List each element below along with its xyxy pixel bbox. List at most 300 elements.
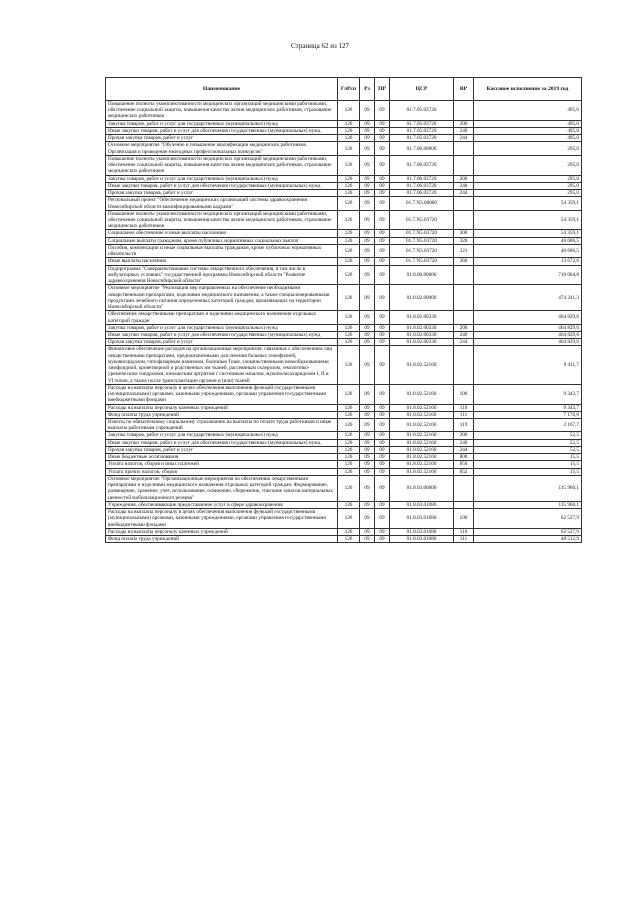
cell-glrsp: 126 [338,331,360,338]
header-cash-execution: Кассовое исполнение за 2019 год [474,78,582,101]
cell-vr: 100 [454,384,474,404]
cell-name: Социальные выплаты гражданам, кроме публичных нормативных социальных выплат [106,237,338,244]
cell-pr: 09 [375,346,390,384]
cell-vr [454,210,474,230]
cell-amount: 15,5 [474,461,582,468]
cell-pr: 09 [375,265,390,285]
cell-vr: 111 [454,536,474,543]
cell-vr [454,501,474,508]
cell-csr: 01.8.02.52160 [390,454,454,461]
cell-glrsp: 126 [338,127,360,134]
table-row [106,331,582,338]
cell-rz: 09 [360,432,375,439]
cell-pr: 09 [375,509,390,529]
table-row [106,120,582,127]
table-row [106,135,582,142]
cell-glrsp: 126 [338,446,360,453]
cell-name: Подпрограмма "Совершенствование системы лекарственного обеспечения, в том числе в амбулаторных условиях" государственной программы Новосибирской области "Развитие здравоохранения Новосибирской области" [106,265,338,285]
cell-name: Региональный проект "Обеспечение медицинских организаций системы здравоохранения Новосибирской области квалифицированными кадрами" [106,197,338,210]
cell-rz: 09 [360,461,375,468]
cell-csr: 01.7.05.03720 [390,101,454,121]
cell-glrsp: 126 [338,411,360,418]
cell-pr: 09 [375,331,390,338]
cell-rz: 09 [360,190,375,197]
cell-pr: 09 [375,528,390,535]
cell-rz: 09 [360,101,375,121]
cell-pr: 09 [375,446,390,453]
cell-amount: 295,0 [474,175,582,182]
cell-name: Повышение полноты укомплектованности медицинских организаций медицинскими работниками, обеспечение социальной защиты, повышения качества жизни медицинских работников, страхование медицинских работников [106,101,338,121]
cell-name: Расходы на выплаты персоналу казенных учреждений [106,528,338,535]
cell-amount: 464 829,6 [474,331,582,338]
cell-glrsp: 126 [338,419,360,432]
cell-rz: 09 [360,384,375,404]
cell-csr: 01.7.06.03720 [390,175,454,182]
table-row [106,210,582,230]
cell-vr: 360 [454,258,474,265]
cell-name: Основное мероприятие "Организационные мероприятия по обеспечению лекарственными препаратами и изделиями медицинского назначения отдельных категорий граждан. Формирование, размещение, хранение, учет, использование, освежение, сбережение, списание запасов материальных ценностей мобилизационного резерва" [106,475,338,501]
cell-rz: 09 [360,339,375,346]
table-row [106,237,582,244]
cell-name: Иные закупки товаров, работ и услуг для обеспечения государственных (муниципальных) нужд [106,439,338,446]
cell-rz: 09 [360,175,375,182]
cell-amount: 115 960,1 [474,475,582,501]
cell-rz: 09 [360,419,375,432]
cell-name: Социальное обеспечение и иные выплаты населению [106,230,338,237]
cell-vr [454,197,474,210]
cell-vr: 100 [454,509,474,529]
cell-amount: 7 176,0 [474,411,582,418]
cell-rz: 09 [360,237,375,244]
cell-csr: 01.8.00.00000 [390,265,454,285]
cell-csr: 01.8.02.52160 [390,346,454,384]
cell-name: Повышение полноты укомплектованности медицинских организаций медицинскими работниками, обеспечение социальной защиты, повышения качества жизни медицинских работников, страхование медицинских работников [106,210,338,230]
cell-csr: 01.8.02.00000 [390,285,454,311]
cell-amount: 115 960,1 [474,501,582,508]
cell-vr: 200 [454,432,474,439]
cell-vr: 111 [454,411,474,418]
header-csr: ЦСР [390,78,454,101]
cell-amount: 710 064,8 [474,265,582,285]
cell-vr: 110 [454,528,474,535]
table-row [106,197,582,210]
cell-pr: 09 [375,536,390,543]
table-row [106,411,582,418]
header-pr: ПР [375,78,390,101]
table-row [106,536,582,543]
cell-vr: 852 [454,468,474,475]
cell-rz: 09 [360,475,375,501]
cell-vr [454,265,474,285]
cell-name: Взносы по обязательному социальному страхованию на выплаты по оплате труда работников и иные выплаты работникам учреждений [106,419,338,432]
cell-csr: 01.8.02.00330 [390,339,454,346]
cell-rz: 09 [360,258,375,265]
cell-glrsp: 126 [338,509,360,529]
cell-vr: 110 [454,404,474,411]
table-row [106,244,582,257]
cell-name: Расходы на выплаты персоналу в целях обеспечения выполнения функций государственными (муниципальными) органами, казенными учреждениями, органами управления государственными внебюджетными фондами [106,509,338,529]
cell-name: Иные закупки товаров, работ и услуг для обеспечения государственных (муниципальных) нужд [106,127,338,134]
cell-amount: 40 686,5 [474,244,582,257]
cell-glrsp: 126 [338,265,360,285]
cell-pr: 09 [375,127,390,134]
table-row [106,265,582,285]
cell-csr: 01.8.02.52160 [390,419,454,432]
cell-amount: 295,0 [474,190,582,197]
cell-vr: 200 [454,324,474,331]
table-row [106,446,582,453]
cell-rz: 09 [360,197,375,210]
cell-rz: 09 [360,210,375,230]
cell-pr: 09 [375,501,390,508]
cell-amount: 15,5 [474,454,582,461]
cell-name: Обеспечение лекарственными препаратами и изделиями медицинского назначения отдельных категорий граждан [106,311,338,324]
table-row [106,475,582,501]
cell-amount: 54 359,1 [474,210,582,230]
header-name: Наименование [106,78,338,101]
cell-amount: 464 829,6 [474,311,582,324]
cell-pr: 09 [375,339,390,346]
cell-amount: 52,5 [474,446,582,453]
cell-glrsp: 126 [338,468,360,475]
header-vr: ВР [454,78,474,101]
cell-csr: 01.7.06.03720 [390,190,454,197]
cell-name: Финансовое обеспечение расходов на организационные мероприятия, связанные с обеспечением лиц лекарственными препаратами, предназначенными для лечения больных гемофилией, муковисцидозом, гипофизарным нанизмом, болезнью Гоше, злокачественными новообразованиями лимфоидной, кроветворной и родственных им тканей, рассеянным склерозом, гемолитико-уремическим синдромом, юношеским артритом с системным началом, мукополисахаридозом I, II и VI типов, а также после трансплантации органов и (или) тканей [106,346,338,384]
cell-name: Иные бюджетные ассигнования [106,454,338,461]
table-row [106,230,582,237]
cell-vr: 244 [454,190,474,197]
cell-rz: 09 [360,411,375,418]
cell-pr: 09 [375,475,390,501]
cell-glrsp: 126 [338,258,360,265]
cell-pr: 09 [375,439,390,446]
table-row [106,404,582,411]
cell-vr [454,475,474,501]
cell-name: Иные закупки товаров, работ и услуг для обеспечения государственных (муниципальных) нужд [106,331,338,338]
cell-csr: 01.8.02.52160 [390,461,454,468]
cell-csr: 01.7.05.03720 [390,127,454,134]
cell-pr: 09 [375,404,390,411]
cell-vr: 240 [454,182,474,189]
cell-vr: 850 [454,461,474,468]
table-row [106,346,582,384]
table-row [106,182,582,189]
cell-glrsp: 126 [338,528,360,535]
cell-vr [454,142,474,155]
table-row [106,509,582,529]
cell-csr: 01.7.N5.03720 [390,237,454,244]
cell-name: Прочая закупка товаров, работ и услуг [106,339,338,346]
cell-pr: 09 [375,324,390,331]
cell-glrsp: 126 [338,120,360,127]
cell-csr: 01.7.05.03720 [390,120,454,127]
cell-glrsp: 126 [338,190,360,197]
cell-vr: 200 [454,120,474,127]
cell-amount: 295,0 [474,182,582,189]
cell-amount: 295,0 [474,142,582,155]
table-row [106,101,582,121]
table-row [106,432,582,439]
cell-csr: 01.7.N5.03720 [390,258,454,265]
cell-pr: 09 [375,230,390,237]
table-body [106,101,582,543]
cell-glrsp: 126 [338,175,360,182]
cell-glrsp: 126 [338,501,360,508]
cell-rz: 09 [360,509,375,529]
cell-pr: 09 [375,432,390,439]
cell-csr: 01.8.02.52160 [390,404,454,411]
cell-csr: 01.7.N5.03720 [390,244,454,257]
cell-amount: 495,0 [474,101,582,121]
cell-vr: 300 [454,230,474,237]
cell-vr: 200 [454,175,474,182]
cell-csr: 01.8.03.00000 [390,475,454,501]
cell-name: Расходы на выплаты персоналу в целях обеспечения выполнения функций государственными (муниципальными) органами, казенными учреждениями, органами управления государственными внебюджетными фондами [106,384,338,404]
cell-glrsp: 126 [338,230,360,237]
cell-csr: 01.8.02.52160 [390,439,454,446]
cell-pr: 09 [375,411,390,418]
cell-amount: 62 527,9 [474,509,582,529]
cell-rz: 09 [360,142,375,155]
table-row [106,190,582,197]
cell-glrsp: 126 [338,536,360,543]
table-row [106,528,582,535]
cell-csr: 01.8.02.52160 [390,468,454,475]
cell-csr: 01.8.02.52160 [390,446,454,453]
cell-csr: 01.7.N5.03720 [390,210,454,230]
table-row [106,155,582,175]
cell-amount: 474 241,3 [474,285,582,311]
budget-table [105,77,582,543]
cell-name: Уплата налогов, сборов и иных платежей [106,461,338,468]
cell-vr [454,311,474,324]
page-header: Страница 62 из 127 [291,42,349,50]
cell-amount: 2 167,7 [474,419,582,432]
cell-csr: 01.8.03.01080 [390,528,454,535]
table-row [106,501,582,508]
table-row [106,454,582,461]
cell-glrsp: 126 [338,237,360,244]
cell-pr: 09 [375,142,390,155]
table-row [106,419,582,432]
cell-vr: 119 [454,419,474,432]
cell-rz: 09 [360,536,375,543]
cell-pr: 09 [375,285,390,311]
cell-name: Прочая закупка товаров, работ и услуг [106,135,338,142]
cell-csr: 01.8.02.52160 [390,432,454,439]
cell-pr: 09 [375,468,390,475]
cell-name: Фонд оплаты труда учреждений [106,411,338,418]
cell-amount: 464 829,6 [474,339,582,346]
cell-rz: 09 [360,331,375,338]
cell-csr: 01.8.03.01080 [390,509,454,529]
cell-name: Иные выплаты населению [106,258,338,265]
cell-glrsp: 126 [338,155,360,175]
cell-vr [454,285,474,311]
cell-name: Расходы на выплаты персоналу казенных учреждений [106,404,338,411]
cell-pr: 09 [375,190,390,197]
cell-vr: 800 [454,454,474,461]
cell-amount: 13 672,6 [474,258,582,265]
cell-glrsp: 126 [338,324,360,331]
table-row [106,439,582,446]
cell-pr: 09 [375,244,390,257]
header-row [106,78,582,101]
cell-rz: 09 [360,528,375,535]
cell-rz: 09 [360,285,375,311]
cell-csr: 01.8.03.01080 [390,536,454,543]
cell-amount: 9 343,7 [474,384,582,404]
cell-rz: 09 [360,346,375,384]
cell-csr: 01.8.02.00330 [390,324,454,331]
table-row [106,311,582,324]
cell-rz: 09 [360,324,375,331]
cell-name: Закупка товаров, работ и услуг для государственных (муниципальных) нужд [106,432,338,439]
cell-pr: 09 [375,135,390,142]
cell-name: Уплата прочих налогов, сборов [106,468,338,475]
cell-amount: 40 686,5 [474,237,582,244]
cell-csr: 01.7.06.00000 [390,142,454,155]
cell-vr [454,346,474,384]
cell-glrsp: 126 [338,142,360,155]
cell-csr: 01.7.05.03720 [390,135,454,142]
cell-rz: 09 [360,127,375,134]
cell-name: Основное мероприятие "Реализация мер направленных на обеспечение необходимыми лекарственными препаратами, изделиями медицинского назначения, а также специализированными продуктами лечебного питания определенных категорий граждан, проживающих на территории Новосибирской области" [106,285,338,311]
cell-name: Закупка товаров, работ и услуг для государственных (муниципальных) нужд [106,120,338,127]
cell-rz: 09 [360,265,375,285]
cell-vr [454,155,474,175]
cell-vr: 321 [454,244,474,257]
cell-csr: 01.8.03.01080 [390,501,454,508]
cell-rz: 09 [360,244,375,257]
cell-name: Пособия, компенсации и иные социальные выплаты гражданам, кроме публичных нормативных обязательств [106,244,338,257]
cell-csr: 01.7.06.03720 [390,182,454,189]
header-glrsp: ГлРсп [338,78,360,101]
cell-amount: 464 829,6 [474,324,582,331]
cell-pr: 09 [375,237,390,244]
cell-csr: 01.7.06.03720 [390,155,454,175]
table-row [106,468,582,475]
cell-pr: 09 [375,210,390,230]
cell-name: Прочая закупка товаров, работ и услуг [106,446,338,453]
table-row [106,175,582,182]
cell-rz: 09 [360,311,375,324]
cell-amount: 52,5 [474,432,582,439]
cell-amount: 54 359,1 [474,197,582,210]
cell-pr: 09 [375,419,390,432]
cell-rz: 09 [360,439,375,446]
table-row [106,384,582,404]
cell-pr: 09 [375,155,390,175]
cell-pr: 09 [375,101,390,121]
cell-name: Учреждения, обеспечивающие предоставление услуг в сфере здравоохранения [106,501,338,508]
cell-glrsp: 126 [338,339,360,346]
cell-amount: 52,5 [474,439,582,446]
cell-name: Фонд оплаты труда учреждений [106,536,338,543]
cell-rz: 09 [360,501,375,508]
cell-csr: 01.8.02.00330 [390,311,454,324]
cell-rz: 09 [360,230,375,237]
cell-amount: 495,0 [474,120,582,127]
table-row [106,285,582,311]
cell-amount: 9 411,7 [474,346,582,384]
cell-rz: 09 [360,182,375,189]
cell-pr: 09 [375,175,390,182]
cell-name: Основное мероприятие "Обучение и повышение квалификации медицинских работников. Организация и проведение ежегодных профессиональных конкурсов" [106,142,338,155]
cell-pr: 09 [375,182,390,189]
cell-glrsp: 126 [338,384,360,404]
cell-pr: 09 [375,454,390,461]
cell-name: Закупка товаров, работ и услуг для государственных (муниципальных) нужд [106,175,338,182]
cell-rz: 09 [360,404,375,411]
cell-vr: 244 [454,446,474,453]
cell-csr: 01.8.02.00330 [390,331,454,338]
cell-amount: 495,0 [474,127,582,134]
cell-glrsp: 126 [338,439,360,446]
cell-amount: 54 359,1 [474,230,582,237]
cell-pr: 09 [375,258,390,265]
cell-glrsp: 126 [338,432,360,439]
table-row [106,127,582,134]
cell-rz: 09 [360,454,375,461]
table-row [106,324,582,331]
cell-rz: 09 [360,446,375,453]
cell-name: Повышение полноты укомплектованности медицинских организаций медицинскими работниками, обеспечение социальной защиты, повышения качества жизни медицинских работников, страхование медицинских работников [106,155,338,175]
cell-amount: 62 527,9 [474,528,582,535]
cell-vr: 240 [454,127,474,134]
cell-glrsp: 126 [338,285,360,311]
cell-csr: 01.8.02.52160 [390,411,454,418]
cell-rz: 09 [360,120,375,127]
cell-amount: 15,5 [474,468,582,475]
cell-vr: 244 [454,135,474,142]
cell-vr [454,101,474,121]
cell-name: Иные закупки товаров, работ и услуг для обеспечения государственных (муниципальных) нужд [106,182,338,189]
cell-glrsp: 126 [338,210,360,230]
cell-glrsp: 126 [338,475,360,501]
cell-pr: 09 [375,461,390,468]
table-row [106,142,582,155]
cell-glrsp: 126 [338,461,360,468]
cell-vr: 320 [454,237,474,244]
cell-glrsp: 126 [338,311,360,324]
cell-pr: 09 [375,384,390,404]
cell-amount: 495,0 [474,135,582,142]
cell-amount: 295,0 [474,155,582,175]
cell-glrsp: 126 [338,182,360,189]
table-row [106,461,582,468]
cell-glrsp: 126 [338,404,360,411]
table-row [106,258,582,265]
cell-vr: 244 [454,339,474,346]
cell-name: Прочая закупка товаров, работ и услуг [106,190,338,197]
table-row [106,339,582,346]
cell-pr: 09 [375,120,390,127]
cell-glrsp: 126 [338,101,360,121]
cell-name: Закупка товаров, работ и услуг для государственных (муниципальных) нужд [106,324,338,331]
cell-csr: 01.8.02.52160 [390,384,454,404]
cell-glrsp: 126 [338,346,360,384]
cell-vr: 240 [454,439,474,446]
cell-rz: 09 [360,468,375,475]
cell-rz: 09 [360,155,375,175]
header-rz: Рз [360,78,375,101]
cell-amount: 48 512,9 [474,536,582,543]
cell-pr: 09 [375,197,390,210]
cell-rz: 09 [360,135,375,142]
cell-csr: 01.7.N5.00000 [390,197,454,210]
cell-glrsp: 126 [338,454,360,461]
